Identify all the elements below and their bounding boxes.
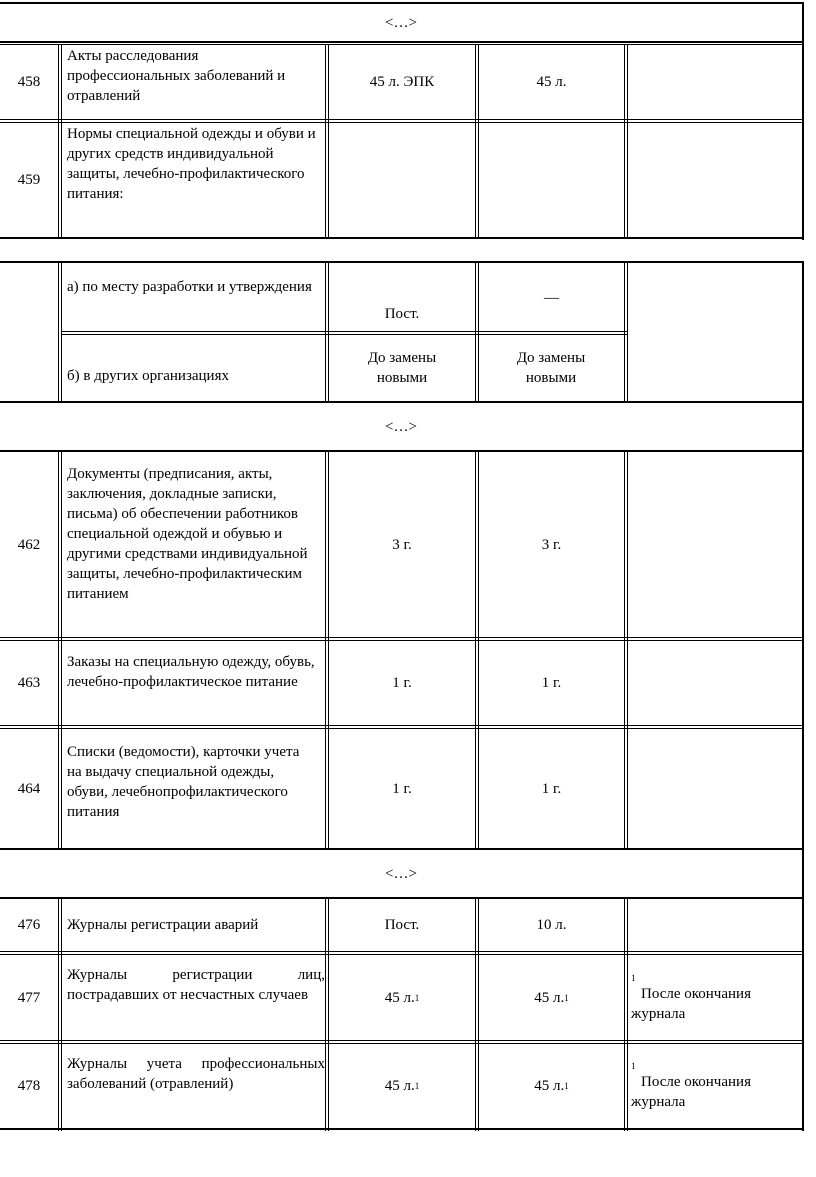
period-b: 45 л. 1 — [534, 989, 569, 1006]
row-title: Нормы специальной одежды и обуви и других средств индивидуальной защиты, лечебно-профилактического питания: — [67, 126, 316, 202]
period-a: 45 л. 1 — [384, 989, 420, 1006]
period-b-text: 45 л. — [534, 1078, 565, 1094]
period-b: — — [544, 289, 559, 306]
row-title: а) по месту разработки и утверждения — [67, 279, 312, 295]
ellipsis-row: <…> — [385, 865, 417, 882]
period-a: 1 г. — [392, 675, 412, 691]
row-number: 463 — [17, 675, 41, 691]
note-text: После окончания журнала — [631, 986, 751, 1022]
note-footnote-mark: 1 — [631, 973, 636, 983]
row-number: 464 — [17, 780, 41, 797]
period-b: До замены новыми — [516, 350, 586, 386]
row-title-justified: Журналы учета профессиональных заболеваний (отравлений) — [67, 1056, 325, 1092]
period-b: 1 г. — [541, 675, 562, 691]
period-b: 10 л. — [536, 917, 567, 933]
row-number: 476 — [17, 917, 41, 933]
row-title: Заказы на специальную одежду, обувь, лечебно-профилактическое питание — [67, 654, 315, 690]
period-a: До замены новыми — [367, 350, 437, 386]
row-title-justified: Журналы регистрации лиц, пострадавших от несчастных случаев — [67, 967, 325, 1003]
row-title: б) в других организациях — [67, 368, 229, 384]
note-text: После окончания журнала — [631, 1074, 751, 1110]
row-title-block — [67, 1054, 325, 1114]
period-a: 3 г. — [392, 536, 412, 553]
row-number: 478 — [17, 1078, 41, 1094]
period-a: Пост. — [384, 306, 420, 322]
note — [631, 972, 801, 1032]
period-b: 1 г. — [541, 780, 562, 797]
note-footnote-mark: 1 — [631, 1061, 636, 1071]
period-a: Пост. — [384, 917, 420, 933]
period-a: 45 л. 1 — [384, 1078, 420, 1094]
row-number: 458 — [17, 74, 41, 90]
note — [631, 1060, 801, 1120]
row-number: 462 — [17, 536, 41, 553]
row-title-block — [67, 965, 325, 1025]
period-a: 45 л. ЭПК — [369, 74, 435, 90]
period-b: 3 г. — [541, 536, 562, 553]
row-title: Акты расследования профессиональных заболеваний и отравлений — [67, 48, 286, 104]
period-a-text: 45 л. — [384, 989, 415, 1006]
period-b: 45 л. 1 — [534, 1078, 569, 1094]
row-title: Документы (предписания, акты, заключения, докладные записки, письма) об обеспечении работников специальной одеждой и обувью и другими средствами индивидуальной защиты, лечебно-профилактическим питанием — [67, 466, 308, 602]
period-b: 45 л. — [536, 74, 567, 90]
ellipsis-row: <…> — [385, 418, 417, 435]
row-number: 459 — [17, 172, 41, 188]
period-a: 1 г. — [392, 780, 412, 797]
row-number: 477 — [17, 989, 41, 1006]
period-b-text: 45 л. — [534, 989, 565, 1006]
ellipsis-row: <…> — [385, 14, 417, 31]
period-a-text: 45 л. — [384, 1078, 415, 1094]
row-title: Списки (ведомости), карточки учета на выдачу специальной одежды, обуви, лечебнопрофилактического питания — [67, 744, 300, 820]
row-title: Журналы регистрации аварий — [67, 917, 259, 933]
